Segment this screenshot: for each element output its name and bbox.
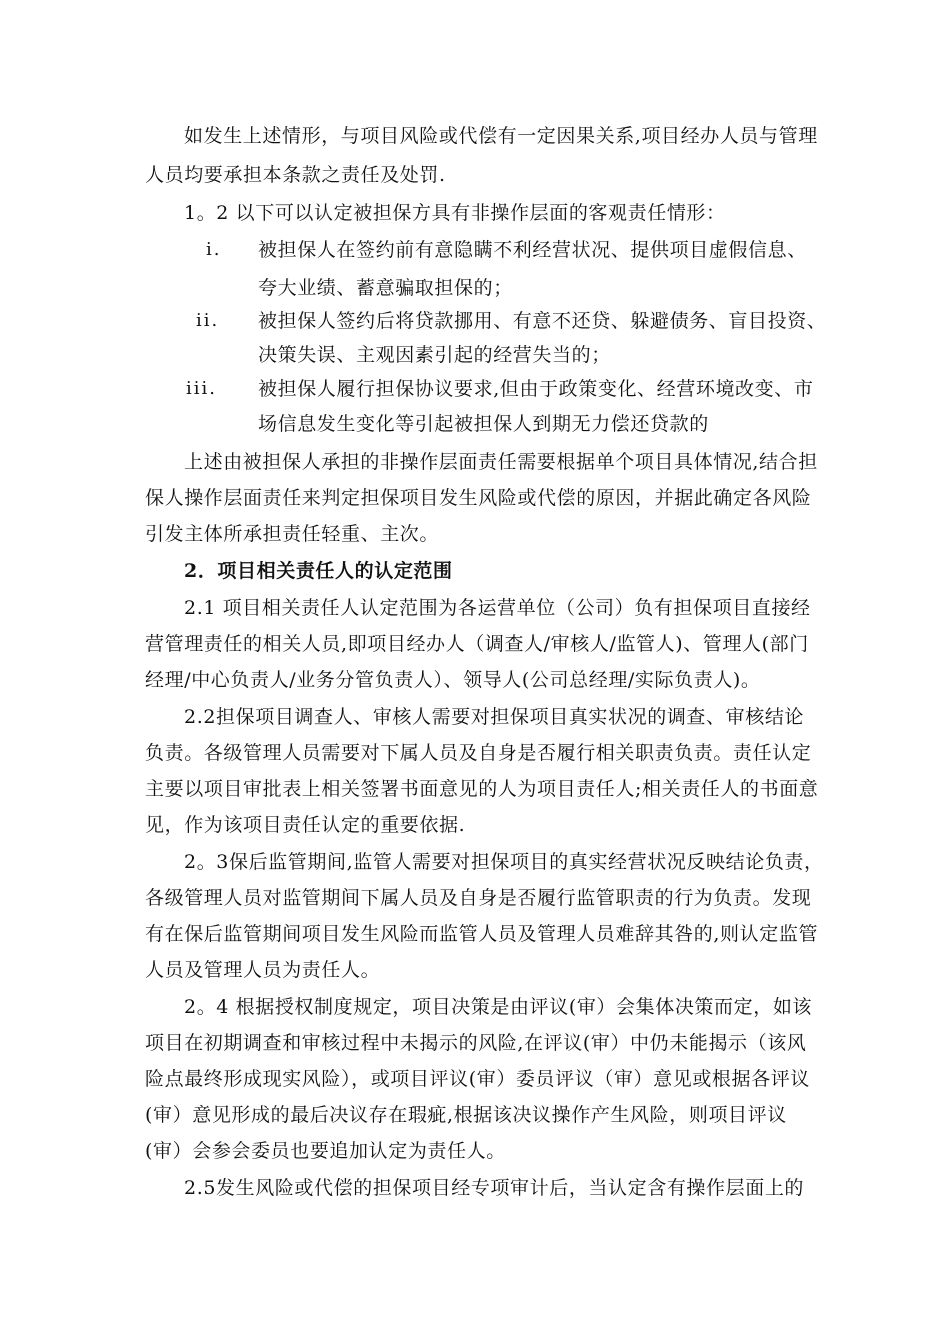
paragraph-line: 有在保后监管期间项目发生风险而监管人员及管理人员难辞其咎的,则认定监管 (145, 923, 819, 945)
paragraph-line: (审）意见形成的最后决议存在瑕疵,根据该决议操作产生风险，则项目评议 (145, 1104, 787, 1126)
list-item-text: 被担保人签约后将贷款挪用、有意不还贷、躲避债务、盲目投资、 (258, 310, 827, 332)
list-item-text: 被担保人履行担保协议要求,但由于政策变化、经营环境改变、市 (258, 378, 814, 400)
paragraph-line: 项目在初期调查和审核过程中未揭示的风险,在评议(审）中仍未能揭示（该风 (145, 1032, 807, 1054)
list-item-text: 决策失误、主观因素引起的经营失当的； (258, 344, 611, 366)
paragraph-line: 人员及管理人员为责任人。 (145, 959, 381, 981)
paragraph-line: 引发主体所承担责任轻重、主次。 (145, 523, 440, 545)
list-number: i. (206, 239, 222, 260)
section-1-2-title: 1。2 以下可以认定被担保方具有非操作层面的客观责任情形： (184, 202, 726, 224)
paragraph-line: 2.5发生风险或代偿的担保项目经专项审计后，当认定含有操作层面上的 (184, 1177, 805, 1199)
paragraph-line: 2。3保后监管期间,监管人需要对担保项目的真实经营状况反映结论负责， (184, 851, 824, 873)
paragraph-line: 2.1 项目相关责任人认定范围为各运营单位（公司）负有担保项目直接经 (184, 597, 811, 619)
list-item-text: 被担保人在签约前有意隐瞒不利经营状况、提供项目虚假信息、 (258, 239, 807, 261)
paragraph-line: 保人操作层面责任来判定担保项目发生风险或代偿的原因，并据此确定各风险 (145, 487, 812, 509)
paragraph-line: 2.2担保项目调查人、审核人需要对担保项目真实状况的调查、审核结论 (184, 706, 805, 728)
list-item-text: 夸大业绩、蓄意骗取担保的； (258, 277, 513, 299)
paragraph-line: (审）会参会委员也要追加认定为责任人。 (145, 1140, 506, 1162)
paragraph-line: 如发生上述情形，与项目风险或代偿有一定因果关系,项目经办人员与管理 (184, 125, 818, 147)
paragraph-line: 营管理责任的相关人员,即项目经办人（调查人/审核人/监管人)、管理人(部门 (145, 633, 809, 655)
list-item-text: 场信息发生变化等引起被担保人到期无力偿还贷款的 (258, 413, 709, 435)
section-2-heading: 2．项目相关责任人的认定范围 (184, 560, 453, 582)
paragraph-line: 上述由被担保人承担的非操作层面责任需要根据单个项目具体情况,结合担 (184, 451, 818, 473)
paragraph-line: 主要以项目审批表上相关签署书面意见的人为项目责任人;相关责任人的书面意 (145, 778, 819, 800)
paragraph-line: 险点最终形成现实风险），或项目评议(审）委员评议（审）意见或根据各评议 (145, 1068, 810, 1090)
paragraph-line: 经理/中心负责人/业务分管负责人）、领导人(公司总经理/实际负责人)。 (145, 669, 761, 691)
paragraph-line: 负责。各级管理人员需要对下属人员及自身是否履行相关职责负责。责任认定 (145, 742, 812, 764)
list-number: ii. (196, 310, 220, 331)
paragraph-line: 各级管理人员对监管期间下属人员及自身是否履行监管职责的行为负责。发现 (145, 887, 812, 909)
paragraph-line: 见，作为该项目责任认定的重要依据. (145, 814, 466, 836)
paragraph-line: 2。4 根据授权制度规定，项目决策是由评议(审）会集体决策而定，如该 (184, 996, 813, 1018)
list-number: iii. (186, 378, 217, 399)
paragraph-line: 人员均要承担本条款之责任及处罚. (145, 164, 446, 186)
